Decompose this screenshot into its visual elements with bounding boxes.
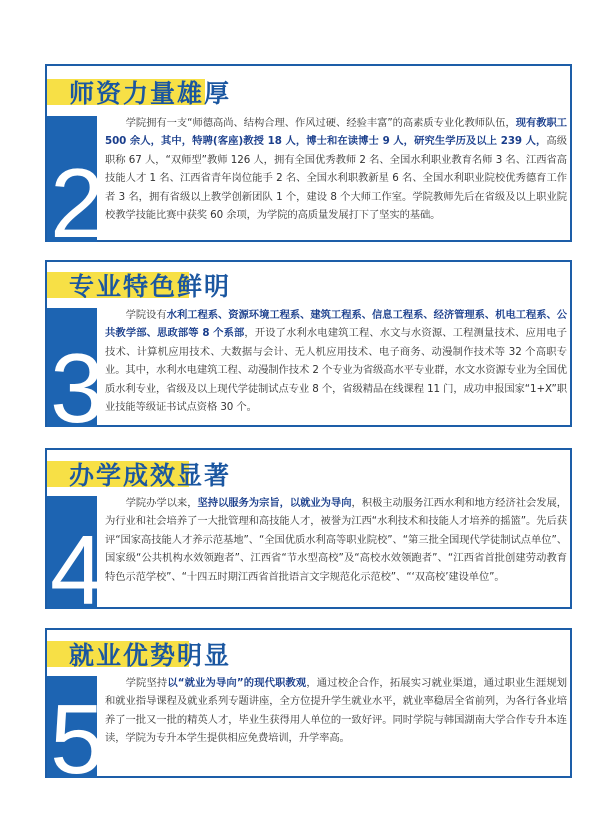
section-box xyxy=(45,628,572,794)
body-text: ，积极主动服务江西水利和地方经济社会发展，为行业和社会培养了一大批管理和高技能人才，被誉为江西“水利技术和技能人才培养的摇篮”。先后获评“国家高技能人才养示范基地”、“全国优质水利高等职业院校”、“第三批全国现代学徒制试点单位”、国家级“公共机构水效领跑者”、江西省“节水型高校”及“高校水效领跑者”、“江西省首批创建劳动教育特色示范学校”、“十四五时期江西省首批语言文字规范化示范校”、“‘双高校’建设单位”。 xyxy=(105,497,567,583)
section-body xyxy=(105,674,567,748)
body-text: 高级职称 67 人，“双师型”教师 126 人，拥有全国优秀教师 2 名、全国水利职业教育名师 3 名、江西省高技能人才 1 名、江西省青年岗位能手 2 名、全国水利职教新星 6 名、全国水利职业院校优秀德育工作者 3 名，拥有省级以上教学创新团队 1 个，建设 8 个大师工作室。学院教师先后在省级及以上职业院校教学技能比赛中获奖 60 余项，为学院的高质量发展打下了坚实的基础。 xyxy=(105,135,567,222)
section-title: 办学成效显著 xyxy=(69,461,232,490)
body-text: 学院拥有一支“师德高尚、结构合理、作风过硬、经验丰富”的高素质专业化教师队伍， xyxy=(125,117,516,129)
section-number: 4 xyxy=(50,515,105,625)
section-box xyxy=(45,64,572,258)
section-title: 师资力量雄厚 xyxy=(69,79,232,108)
section-title: 专业特色鲜明 xyxy=(69,272,232,301)
number-bar xyxy=(47,116,105,258)
number-bar xyxy=(47,676,105,794)
body-text: ，通过校企合作，拓展实习就业渠道，通过职业生涯规划和就业指导课程及就业系列专题讲座，全方位提升学生就业水平，就业率稳居全省前列，为各行各业培养了一批又一批的精英人才，毕业生获得用人单位的一致好评。同时学院与韩国湖南大学合作专升本连读，学院为专升本学生提供相应免费培训，升学率高。 xyxy=(105,677,568,745)
body-text: 学院办学以来， xyxy=(125,497,198,509)
section-body xyxy=(105,114,567,224)
body-highlight: 现有教职工 500 余人，其中，特聘(客座)教授 18 人，博士和在读博士 9 人，研究生学历及以上 239 人， xyxy=(105,117,567,148)
body-text: 学院坚持 xyxy=(125,677,168,689)
body-text: ，开设了水利水电建筑工程、水文与水资源、工程测量技术、应用电子技术、计算机应用技术、大数据与会计、无人机应用技术、电子商务、动漫制作技术等 32 个高职专业。其中，水利水电建筑工程、动漫制作技术 2 个专业为省级高水平专业群，水文水资源专业为全国优质水利专业，省级及以上现代学徒制试点专业 8 个，省级精品在线课程 11 门，成功申报国家“1+X”职业技能等级证书试点资格 30 个。 xyxy=(105,327,567,414)
section-box xyxy=(45,448,572,625)
section-number: 3 xyxy=(50,333,105,443)
section-number: 2 xyxy=(50,148,105,258)
number-bar xyxy=(47,308,105,443)
section-body xyxy=(105,494,567,586)
number-bar xyxy=(47,496,105,625)
body-highlight: 坚持以服务为宗旨，以就业为导向 xyxy=(197,497,352,509)
body-highlight: 水利工程系、资源环境工程系、建筑工程系、信息工程系、经济管理系、机电工程系、公共教学部、思政部等 8 个系部 xyxy=(105,309,567,340)
section-body xyxy=(105,306,567,416)
section-number: 5 xyxy=(50,684,105,794)
body-text: 学院设有 xyxy=(125,309,167,321)
body-highlight: 以“就业为导向”的现代职教观 xyxy=(167,677,307,689)
section-box xyxy=(45,260,572,443)
section-title: 就业优势明显 xyxy=(69,641,232,670)
